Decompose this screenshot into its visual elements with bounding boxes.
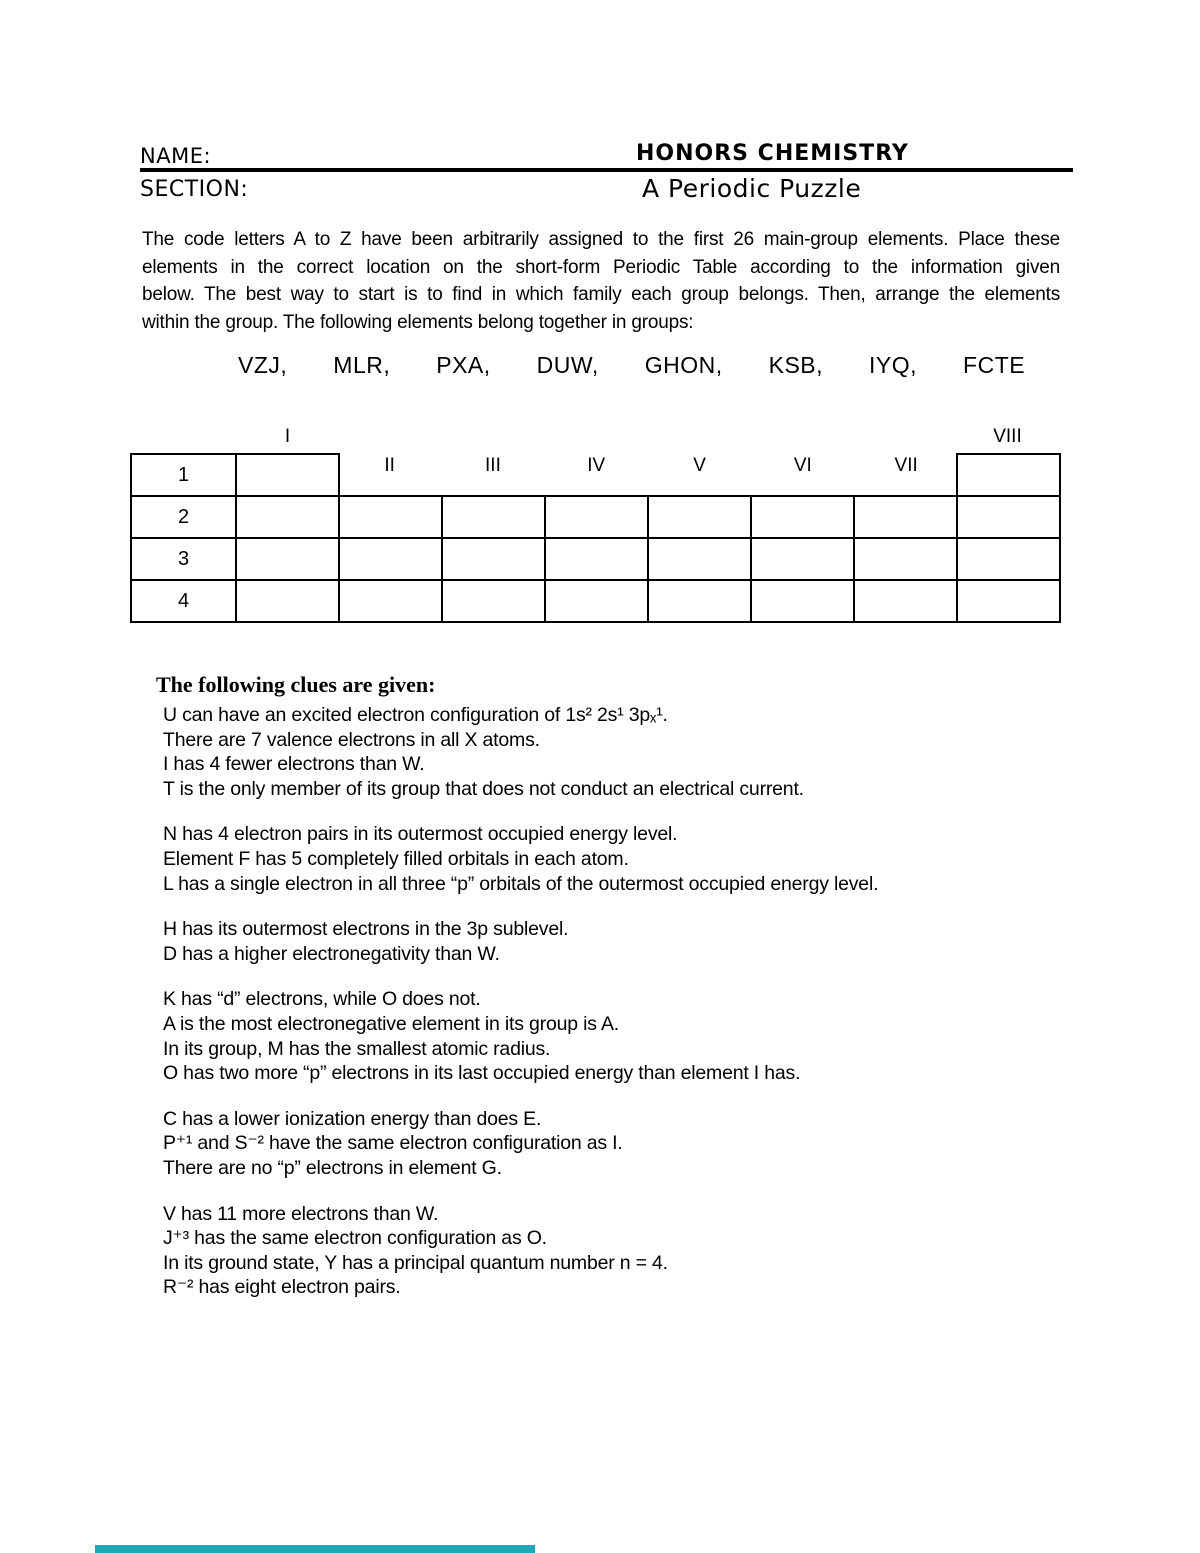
clue-line: I has 4 fewer electrons than W. bbox=[163, 753, 425, 776]
periodic-table bbox=[130, 426, 1061, 623]
ptable-cell-empty bbox=[853, 579, 958, 623]
clue-line: N has 4 electron pairs in its outermost occupied energy level. bbox=[163, 823, 678, 846]
clue-block bbox=[156, 703, 1060, 801]
ptable-cell-empty bbox=[235, 453, 340, 497]
clue-line: D has a higher electronegativity than W. bbox=[163, 942, 500, 965]
clue-line: V has 11 more electrons than W. bbox=[163, 1202, 439, 1225]
element-group: GHON, bbox=[644, 352, 723, 378]
group-label-V: V bbox=[693, 455, 706, 476]
intro-line: below. The best way to start is to find in which family each group belongs. Then, arrange the elements bbox=[142, 284, 1060, 305]
section-label: SECTION: bbox=[140, 177, 249, 202]
clues-section bbox=[156, 672, 1060, 1321]
clue-block bbox=[156, 917, 1060, 966]
ptable-row-label: 2 bbox=[130, 495, 237, 539]
ptable-cell-empty bbox=[544, 537, 649, 581]
ptable-row-3 bbox=[130, 537, 1061, 581]
ptable-cell-empty bbox=[338, 537, 443, 581]
clue-block bbox=[156, 987, 1060, 1085]
clue-line: P⁺¹ and S⁻² have the same electron configuration as I. bbox=[163, 1132, 623, 1155]
ptable-cell-empty bbox=[338, 579, 443, 623]
worksheet-subtitle: A Periodic Puzzle bbox=[642, 174, 862, 203]
intro-line: within the group. The following elements belong together in groups: bbox=[142, 311, 694, 333]
periodic-table-top-labels bbox=[130, 426, 1061, 453]
element-group: DUW, bbox=[536, 352, 599, 378]
clue-line: T is the only member of its group that does not conduct an electrical current. bbox=[163, 777, 804, 800]
clue-line: In its group, M has the smallest atomic radius. bbox=[163, 1037, 551, 1060]
ptable-cell-empty bbox=[441, 579, 546, 623]
group-label-VII: VII bbox=[894, 455, 918, 476]
group-label-I: I bbox=[284, 426, 291, 447]
element-groups-row bbox=[238, 352, 1025, 379]
group-label-VI: VI bbox=[793, 455, 812, 476]
clue-line: O has two more “p” electrons in its last occupied energy than element I has. bbox=[163, 1062, 801, 1085]
clue-line: There are no “p” electrons in element G. bbox=[163, 1156, 502, 1179]
next-page-edge-strip bbox=[95, 1545, 535, 1553]
ptable-cell-empty bbox=[853, 495, 958, 539]
clue-line: U can have an excited electron configuration of 1s² 2s¹ 3pₓ¹. bbox=[163, 704, 668, 726]
element-group: IYQ, bbox=[869, 352, 918, 378]
clue-line: H has its outermost electrons in the 3p sublevel. bbox=[163, 918, 569, 941]
element-group: KSB, bbox=[768, 352, 824, 378]
ptable-cell-empty bbox=[647, 537, 752, 581]
ptable-row-2 bbox=[130, 495, 1061, 539]
ptable-row-label: 1 bbox=[130, 453, 237, 497]
ptable-cell-empty bbox=[544, 579, 649, 623]
clue-line: L has a single electron in all three “p” orbitals of the outermost occupied energy level. bbox=[163, 872, 879, 895]
element-group: FCTE bbox=[963, 352, 1026, 378]
clue-block bbox=[156, 1107, 1060, 1181]
intro-line: elements in the correct location on the short-form Periodic Table according to the information given bbox=[142, 256, 1060, 278]
group-label-II: II bbox=[384, 455, 395, 476]
ptable-cell-empty bbox=[750, 579, 855, 623]
clue-line: In its ground state, Y has a principal quantum number n = 4. bbox=[163, 1251, 668, 1274]
periodic-table-grid bbox=[130, 453, 1061, 623]
header-rule bbox=[140, 168, 1073, 172]
clue-line: There are 7 valence electrons in all X atoms. bbox=[163, 728, 540, 751]
ptable-row-label: 4 bbox=[130, 579, 237, 623]
ptable-cell-empty bbox=[235, 537, 340, 581]
intro-paragraph bbox=[142, 226, 1060, 336]
clue-line: C has a lower ionization energy than does E. bbox=[163, 1107, 542, 1130]
course-title: HONORS CHEMISTRY bbox=[636, 141, 909, 166]
ptable-row-label: 3 bbox=[130, 537, 237, 581]
ptable-cell-empty bbox=[441, 495, 546, 539]
ptable-cell-empty bbox=[853, 537, 958, 581]
group-label-III: III bbox=[485, 455, 501, 476]
intro-line: The code letters A to Z have been arbitrarily assigned to the first 26 main-group elements. Place these bbox=[142, 229, 1060, 250]
ptable-inner-group-labels bbox=[338, 453, 958, 497]
ptable-cell-empty bbox=[956, 579, 1061, 623]
ptable-cell-empty bbox=[338, 495, 443, 539]
group-label-VIII: VIII bbox=[993, 426, 1022, 447]
ptable-cell-empty bbox=[956, 495, 1061, 539]
clue-block bbox=[156, 1202, 1060, 1300]
clues-heading: The following clues are given: bbox=[156, 672, 436, 697]
name-label: NAME: bbox=[140, 144, 212, 168]
ptable-cell-empty bbox=[956, 537, 1061, 581]
clue-line: R⁻² has eight electron pairs. bbox=[163, 1276, 401, 1299]
ptable-cell-empty bbox=[544, 495, 649, 539]
ptable-cell-empty bbox=[235, 495, 340, 539]
group-label-IV: IV bbox=[587, 455, 606, 476]
ptable-cell-empty bbox=[235, 579, 340, 623]
ptable-row-4 bbox=[130, 579, 1061, 623]
ptable-cell-empty bbox=[647, 579, 752, 623]
clue-line: K has “d” electrons, while O does not. bbox=[163, 988, 481, 1011]
element-group: MLR, bbox=[333, 352, 391, 378]
ptable-cell-empty bbox=[750, 495, 855, 539]
element-group: VZJ, bbox=[238, 352, 288, 378]
ptable-cell-empty bbox=[750, 537, 855, 581]
clue-block bbox=[156, 822, 1060, 896]
clue-line: J⁺³ has the same electron configuration as O. bbox=[163, 1227, 547, 1250]
ptable-cell-empty bbox=[647, 495, 752, 539]
ptable-cell-empty bbox=[956, 453, 1061, 497]
clue-line: A is the most electronegative element in its group is A. bbox=[163, 1012, 619, 1035]
element-group: PXA, bbox=[436, 352, 491, 378]
ptable-row-1 bbox=[130, 453, 1061, 497]
clue-line: Element F has 5 completely filled orbitals in each atom. bbox=[163, 847, 629, 870]
ptable-cell-empty bbox=[441, 537, 546, 581]
clue-blocks bbox=[156, 703, 1060, 1300]
